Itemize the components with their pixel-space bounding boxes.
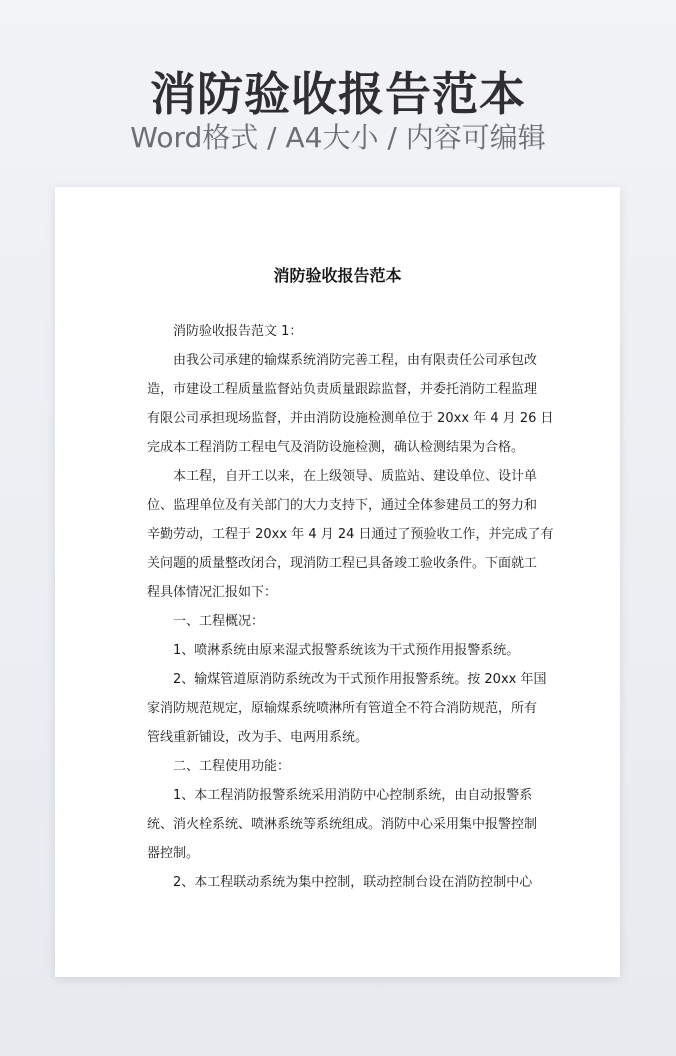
- doc-line: 2、输煤管道原消防系统改为干式预作用报警系统。按 20xx 年国: [173, 672, 547, 687]
- doc-line: 辛勤劳动，工程于 20xx 年 4 月 24 日通过了预验收工作，并完成了有: [147, 527, 554, 542]
- doc-line: 1、本工程消防报警系统采用消防中心控制系统，由自动报警系: [173, 788, 533, 803]
- doc-line: 消防验收报告范文 1：: [173, 324, 303, 339]
- doc-line: 器控制。: [147, 846, 200, 861]
- doc-line: 由我公司承建的输煤系统消防完善工程，由有限责任公司承包改: [173, 353, 538, 368]
- doc-line: 造，市建设工程质量监督站负责质量跟踪监督，并委托消防工程监理: [147, 382, 538, 397]
- doc-line: 有限公司承担现场监督，并由消防设施检测单位于 20xx 年 4 月 26 日: [147, 411, 554, 426]
- document-page: [55, 187, 620, 977]
- doc-line: 统、消火栓系统、喷淋系统等系统组成。消防中心采用集中报警控制: [147, 817, 538, 832]
- doc-line: 管线重新铺设，改为手、电两用系统。: [147, 730, 369, 745]
- doc-line: 关问题的质量整改闭合，现消防工程已具备竣工验收条件。下面就工: [147, 556, 538, 571]
- doc-line: 家消防规范规定，原输煤系统喷淋所有管道全不符合消防规范，所有: [147, 701, 538, 716]
- banner-subtitle: Word格式 / A4大小 / 内容可编辑: [130, 121, 546, 154]
- doc-line: 1、喷淋系统由原来湿式报警系统该为干式预作用报警系统。: [173, 643, 520, 658]
- doc-line: 一、工程概况：: [173, 614, 265, 629]
- doc-line: 二、工程使用功能：: [173, 759, 291, 774]
- banner-title: 消防验收报告范本: [150, 67, 526, 121]
- doc-line: 本工程，自开工以来，在上级领导、质监站、建设单位、设计单: [173, 469, 538, 484]
- doc-line: 完成本工程消防工程电气及消防设施检测，确认检测结果为合格。: [147, 440, 525, 455]
- document-title: 消防验收报告范本: [273, 266, 402, 285]
- doc-line: 2、本工程联动系统为集中控制，联动控制台设在消防控制中心: [173, 875, 533, 890]
- doc-line: 程具体情况汇报如下：: [147, 585, 278, 600]
- doc-line: 位、监理单位及有关部门的大力支持下，通过全体参建员工的努力和: [147, 498, 538, 513]
